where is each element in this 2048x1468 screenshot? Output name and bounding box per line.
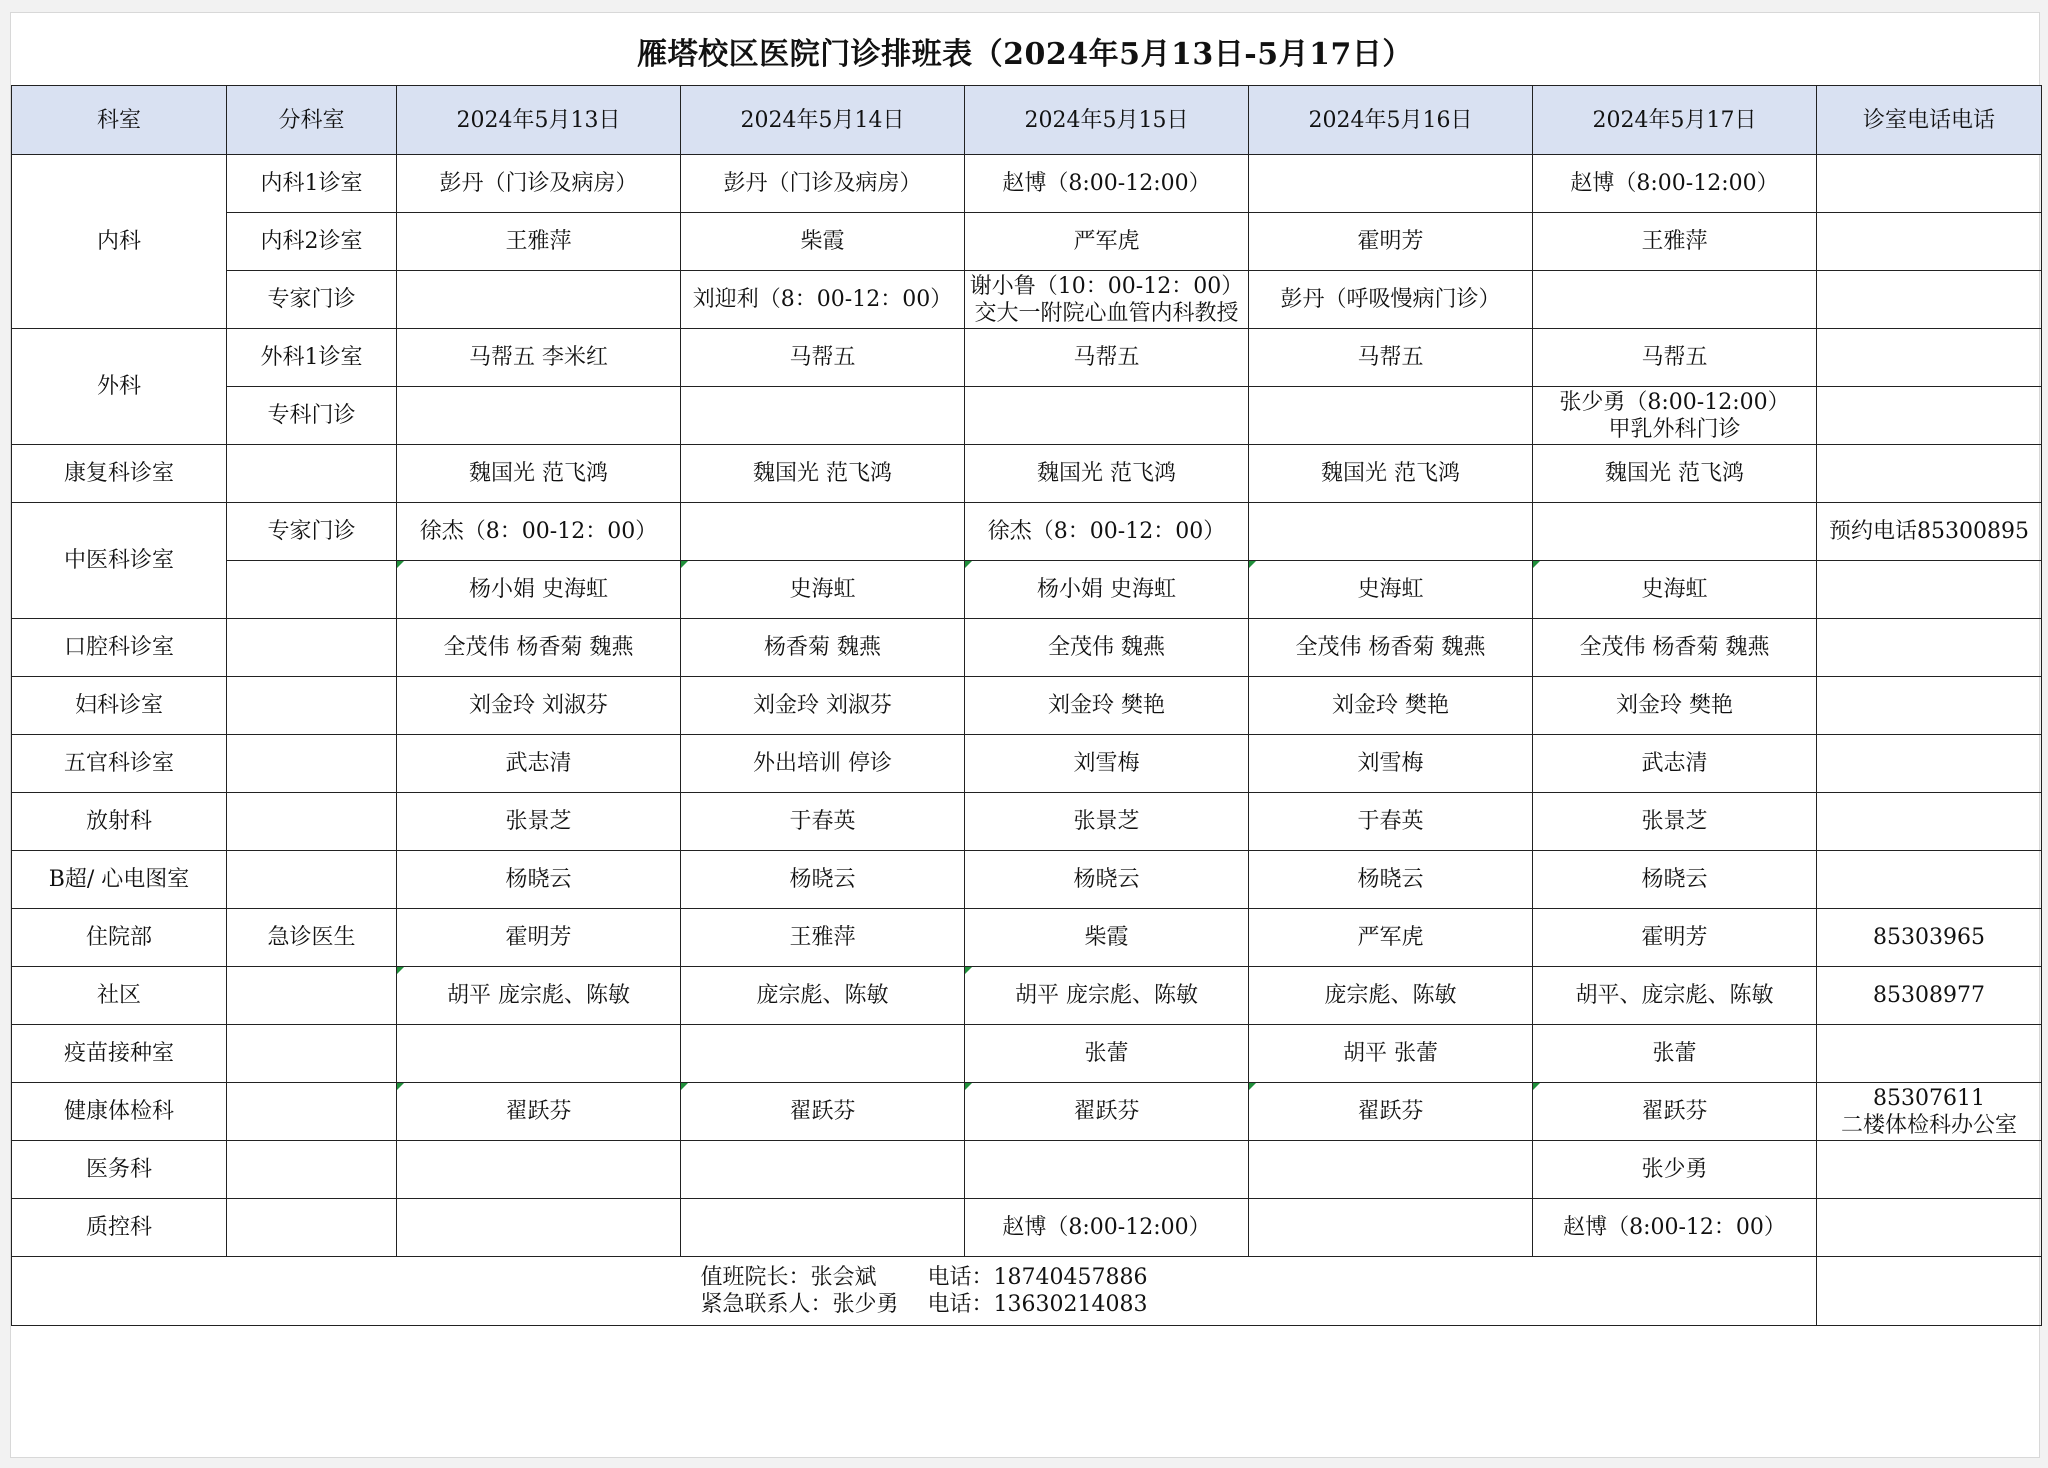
phone-cell[interactable] xyxy=(1817,387,2042,445)
schedule-cell[interactable]: 张蕾 xyxy=(1533,1025,1817,1083)
schedule-cell[interactable]: 翟跃芬 xyxy=(965,1083,1249,1141)
schedule-cell[interactable]: 张景芝 xyxy=(397,793,681,851)
subdept-cell: 专家门诊 xyxy=(227,503,397,561)
emergency-contact-phone: 电话：13630214083 xyxy=(927,1292,1148,1317)
schedule-cell[interactable]: 胡平 庞宗彪、陈敏 xyxy=(397,967,681,1025)
schedule-cell[interactable] xyxy=(965,387,1249,445)
schedule-cell[interactable]: 刘金玲 刘淑芬 xyxy=(681,677,965,735)
table-row xyxy=(12,387,2042,445)
schedule-cell[interactable]: 翟跃芬 xyxy=(1533,1083,1817,1141)
schedule-cell[interactable]: 徐杰（8：00-12：00） xyxy=(965,503,1249,561)
duty-director-line xyxy=(16,1264,1812,1291)
schedule-cell[interactable]: 杨晓云 xyxy=(397,851,681,909)
schedule-cell[interactable]: 胡平、庞宗彪、陈敏 xyxy=(1533,967,1817,1025)
schedule-cell[interactable] xyxy=(681,1199,965,1257)
schedule-cell[interactable]: 霍明芳 xyxy=(397,909,681,967)
subdept-cell xyxy=(227,793,397,851)
schedule-cell[interactable]: 赵博（8:00-12:00） xyxy=(1533,155,1817,213)
schedule-cell[interactable]: 杨晓云 xyxy=(965,851,1249,909)
schedule-cell[interactable]: 马帮五 xyxy=(1249,329,1533,387)
cell-line: 交大一附院心血管内科教授 xyxy=(974,300,1239,326)
table-row xyxy=(12,735,2042,793)
subdept-cell xyxy=(227,445,397,503)
schedule-cell[interactable]: 胡平 张蕾 xyxy=(1249,1025,1533,1083)
schedule-cell[interactable]: 马帮五 李米红 xyxy=(397,329,681,387)
phone-cell[interactable] xyxy=(1817,1141,2042,1199)
schedule-cell[interactable]: 张景芝 xyxy=(965,793,1249,851)
subdept-cell xyxy=(227,619,397,677)
phone-cell[interactable] xyxy=(1817,1083,2042,1141)
schedule-cell[interactable] xyxy=(1533,503,1817,561)
emergency-contact-line xyxy=(16,1291,1812,1318)
schedule-cell[interactable]: 赵博（8:00-12:00） xyxy=(965,155,1249,213)
dept-cell: 口腔科诊室 xyxy=(12,619,227,677)
table-row xyxy=(12,213,2042,271)
schedule-cell[interactable]: 武志清 xyxy=(1533,735,1817,793)
phone-cell[interactable] xyxy=(1817,561,2042,619)
cell-line: 张少勇（8:00-12:00） xyxy=(1559,389,1790,415)
schedule-cell[interactable] xyxy=(681,387,965,445)
schedule-cell[interactable] xyxy=(1249,503,1533,561)
dept-cell: 外科 xyxy=(12,329,227,445)
dept-cell: 妇科诊室 xyxy=(12,677,227,735)
schedule-cell[interactable] xyxy=(681,503,965,561)
schedule-cell[interactable]: 杨小娟 史海虹 xyxy=(397,561,681,619)
table-row xyxy=(12,503,2042,561)
schedule-cell[interactable]: 翟跃芬 xyxy=(681,1083,965,1141)
subdept-cell xyxy=(227,1025,397,1083)
header-row xyxy=(12,86,2042,155)
table-row xyxy=(12,851,2042,909)
schedule-cell[interactable]: 刘金玲 樊艳 xyxy=(965,677,1249,735)
dept-cell: 中医科诊室 xyxy=(12,503,227,619)
schedule-cell[interactable]: 史海虹 xyxy=(681,561,965,619)
schedule-cell[interactable]: 张少勇 xyxy=(1533,1141,1817,1199)
schedule-cell[interactable] xyxy=(681,1025,965,1083)
schedule-cell[interactable]: 全茂伟 杨香菊 魏燕 xyxy=(1249,619,1533,677)
schedule-cell[interactable] xyxy=(1249,1199,1533,1257)
table-row xyxy=(12,329,2042,387)
schedule-cell[interactable] xyxy=(397,1141,681,1199)
schedule-cell[interactable]: 杨香菊 魏燕 xyxy=(681,619,965,677)
schedule-cell[interactable]: 王雅萍 xyxy=(397,213,681,271)
table-row xyxy=(12,909,2042,967)
table-row xyxy=(12,967,2042,1025)
subdept-cell xyxy=(227,1199,397,1257)
subdept-cell: 专科门诊 xyxy=(227,387,397,445)
schedule-cell[interactable]: 武志清 xyxy=(397,735,681,793)
phone-cell[interactable] xyxy=(1817,329,2042,387)
schedule-cell[interactable]: 杨晓云 xyxy=(1249,851,1533,909)
table-row xyxy=(12,1025,2042,1083)
schedule-cell[interactable]: 彭丹（呼吸慢病门诊） xyxy=(1249,271,1533,329)
schedule-cell[interactable]: 翟跃芬 xyxy=(397,1083,681,1141)
subdept-cell: 内科1诊室 xyxy=(227,155,397,213)
table-row xyxy=(12,1083,2042,1141)
table-row xyxy=(12,445,2042,503)
schedule-cell[interactable]: 刘金玲 樊艳 xyxy=(1533,677,1817,735)
schedule-cell[interactable]: 于春英 xyxy=(681,793,965,851)
schedule-cell[interactable]: 刘迎利（8：00-12：00） xyxy=(681,271,965,329)
schedule-cell[interactable]: 杨晓云 xyxy=(681,851,965,909)
phone-cell[interactable] xyxy=(1817,793,2042,851)
duty-director-phone: 电话：18740457886 xyxy=(927,1265,1148,1290)
schedule-table xyxy=(11,85,2042,1326)
page-title: 雁塔校区医院门诊排班表（2024年5月13日-5月17日） xyxy=(637,37,1413,72)
table-row xyxy=(12,793,2042,851)
schedule-cell[interactable]: 彭丹（门诊及病房） xyxy=(681,155,965,213)
table-row xyxy=(12,677,2042,735)
schedule-cell[interactable]: 杨小娟 史海虹 xyxy=(965,561,1249,619)
phone-cell[interactable] xyxy=(1817,735,2042,793)
schedule-cell[interactable]: 刘雪梅 xyxy=(965,735,1249,793)
dept-cell: 住院部 xyxy=(12,909,227,967)
schedule-cell[interactable]: 胡平 庞宗彪、陈敏 xyxy=(965,967,1249,1025)
subdept-cell xyxy=(227,967,397,1025)
subdept-cell xyxy=(227,677,397,735)
schedule-cell[interactable]: 外出培训 停诊 xyxy=(681,735,965,793)
dept-cell: 质控科 xyxy=(12,1199,227,1257)
schedule-cell[interactable] xyxy=(1533,271,1817,329)
schedule-cell[interactable]: 全茂伟 杨香菊 魏燕 xyxy=(1533,619,1817,677)
cell-line: 85307611 xyxy=(1873,1085,1985,1111)
emergency-contact-name: 紧急联系人：张少勇 xyxy=(700,1292,899,1317)
table-row xyxy=(12,1199,2042,1257)
duty-contacts xyxy=(12,1257,1817,1326)
phone-cell[interactable]: 85308977 xyxy=(1817,967,2042,1025)
schedule-cell[interactable] xyxy=(965,1141,1249,1199)
dept-cell: 内科 xyxy=(12,155,227,329)
table-row xyxy=(12,271,2042,329)
dept-cell: 社区 xyxy=(12,967,227,1025)
schedule-cell[interactable]: 魏国光 范飞鸿 xyxy=(1533,445,1817,503)
subdept-cell: 专家门诊 xyxy=(227,271,397,329)
phone-cell[interactable] xyxy=(1817,445,2042,503)
dept-cell: 医务科 xyxy=(12,1141,227,1199)
header-cell: 2024年5月13日 xyxy=(397,86,681,155)
header-cell: 2024年5月14日 xyxy=(681,86,965,155)
phone-cell[interactable]: 预约电话85300895 xyxy=(1817,503,2042,561)
schedule-cell[interactable]: 杨晓云 xyxy=(1533,851,1817,909)
dept-cell: 放射科 xyxy=(12,793,227,851)
schedule-cell[interactable] xyxy=(397,1025,681,1083)
schedule-cell[interactable]: 赵博（8:00-12：00） xyxy=(1533,1199,1817,1257)
subdept-cell: 急诊医生 xyxy=(227,909,397,967)
phone-cell[interactable] xyxy=(1817,851,2042,909)
schedule-cell[interactable]: 翟跃芬 xyxy=(1249,1083,1533,1141)
phone-cell[interactable] xyxy=(1817,271,2042,329)
table-row xyxy=(12,619,2042,677)
schedule-cell[interactable]: 于春英 xyxy=(1249,793,1533,851)
schedule-cell[interactable] xyxy=(681,1141,965,1199)
phone-cell[interactable] xyxy=(1817,213,2042,271)
schedule-cell[interactable]: 柴霞 xyxy=(965,909,1249,967)
schedule-cell[interactable]: 彭丹（门诊及病房） xyxy=(397,155,681,213)
header-cell: 2024年5月17日 xyxy=(1533,86,1817,155)
table-row xyxy=(12,561,2042,619)
schedule-cell[interactable] xyxy=(397,387,681,445)
schedule-cell[interactable]: 全茂伟 杨香菊 魏燕 xyxy=(397,619,681,677)
subdept-cell xyxy=(227,1141,397,1199)
schedule-cell[interactable]: 柴霞 xyxy=(681,213,965,271)
schedule-cell[interactable]: 庞宗彪、陈敏 xyxy=(1249,967,1533,1025)
phone-cell xyxy=(1817,1257,2042,1326)
dept-cell: 疫苗接种室 xyxy=(12,1025,227,1083)
schedule-cell[interactable] xyxy=(965,271,1249,329)
schedule-cell[interactable]: 王雅萍 xyxy=(1533,213,1817,271)
schedule-cell[interactable]: 严军虎 xyxy=(1249,909,1533,967)
schedule-cell[interactable]: 刘雪梅 xyxy=(1249,735,1533,793)
schedule-cell[interactable]: 马帮五 xyxy=(965,329,1249,387)
cell-line: 甲乳外科门诊 xyxy=(1608,416,1741,442)
subdept-cell xyxy=(227,1083,397,1141)
schedule-cell[interactable]: 张景芝 xyxy=(1533,793,1817,851)
schedule-cell[interactable] xyxy=(1249,1141,1533,1199)
header-cell: 科室 xyxy=(12,86,227,155)
schedule-cell[interactable]: 魏国光 范飞鸿 xyxy=(965,445,1249,503)
duty-director-name: 值班院长：张会斌 xyxy=(700,1265,877,1290)
schedule-cell[interactable]: 刘金玲 樊艳 xyxy=(1249,677,1533,735)
subdept-cell xyxy=(227,735,397,793)
schedule-cell[interactable]: 马帮五 xyxy=(1533,329,1817,387)
schedule-cell[interactable]: 徐杰（8：00-12：00） xyxy=(397,503,681,561)
header-cell: 诊室电话电话 xyxy=(1817,86,2042,155)
schedule-cell[interactable]: 张蕾 xyxy=(965,1025,1249,1083)
schedule-cell[interactable]: 全茂伟 魏燕 xyxy=(965,619,1249,677)
schedule-cell[interactable]: 庞宗彪、陈敏 xyxy=(681,967,965,1025)
schedule-cell[interactable] xyxy=(1249,155,1533,213)
schedule-cell[interactable]: 霍明芳 xyxy=(1533,909,1817,967)
schedule-cell[interactable] xyxy=(1249,387,1533,445)
schedule-cell[interactable] xyxy=(397,271,681,329)
phone-cell[interactable] xyxy=(1817,619,2042,677)
header-cell: 2024年5月16日 xyxy=(1249,86,1533,155)
schedule-cell[interactable]: 赵博（8:00-12:00） xyxy=(965,1199,1249,1257)
header-cell: 2024年5月15日 xyxy=(965,86,1249,155)
cell-line: 二楼体检科办公室 xyxy=(1840,1112,2017,1138)
footer-row xyxy=(12,1257,2042,1326)
subdept-cell: 内科2诊室 xyxy=(227,213,397,271)
table-row xyxy=(12,1141,2042,1199)
cell-line: 谢小鲁（10：00-12：00） xyxy=(969,273,1244,299)
schedule-cell[interactable]: 刘金玲 刘淑芬 xyxy=(397,677,681,735)
dept-cell: 五官科诊室 xyxy=(12,735,227,793)
phone-cell[interactable] xyxy=(1817,677,2042,735)
schedule-cell[interactable]: 史海虹 xyxy=(1533,561,1817,619)
table-row xyxy=(12,155,2042,213)
dept-cell: 健康体检科 xyxy=(12,1083,227,1141)
subdept-cell: 外科1诊室 xyxy=(227,329,397,387)
phone-cell[interactable] xyxy=(1817,1025,2042,1083)
phone-cell[interactable] xyxy=(1817,1199,2042,1257)
header-cell: 分科室 xyxy=(227,86,397,155)
schedule-cell[interactable]: 魏国光 范飞鸿 xyxy=(681,445,965,503)
schedule-cell[interactable]: 史海虹 xyxy=(1249,561,1533,619)
schedule-cell[interactable]: 马帮五 xyxy=(681,329,965,387)
schedule-cell[interactable]: 霍明芳 xyxy=(1249,213,1533,271)
dept-cell: B超/ 心电图室 xyxy=(12,851,227,909)
subdept-cell xyxy=(227,561,397,619)
schedule-cell[interactable]: 魏国光 范飞鸿 xyxy=(1249,445,1533,503)
subdept-cell xyxy=(227,851,397,909)
phone-cell[interactable] xyxy=(1817,155,2042,213)
schedule-cell[interactable]: 魏国光 范飞鸿 xyxy=(397,445,681,503)
phone-cell[interactable]: 85303965 xyxy=(1817,909,2042,967)
schedule-cell[interactable]: 王雅萍 xyxy=(681,909,965,967)
schedule-sheet xyxy=(10,12,2040,1458)
dept-cell: 康复科诊室 xyxy=(12,445,227,503)
schedule-cell[interactable]: 严军虎 xyxy=(965,213,1249,271)
schedule-cell[interactable] xyxy=(1533,387,1817,445)
schedule-cell[interactable] xyxy=(397,1199,681,1257)
